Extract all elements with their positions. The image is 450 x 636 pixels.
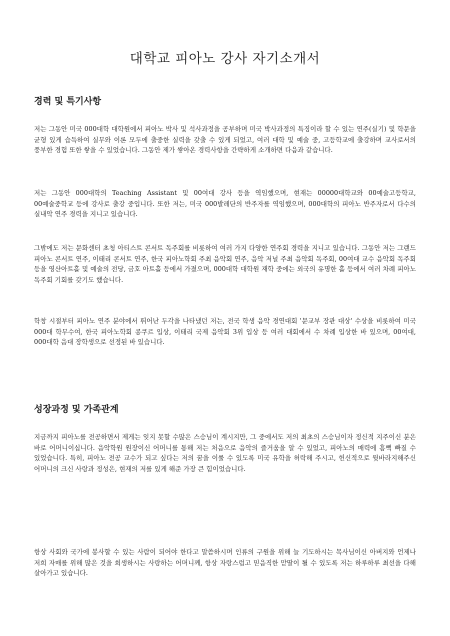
background-paragraph-2: 항상 사회와 국가에 봉사할 수 있는 사람이 되어야 한다고 말씀하시며 인류의 구원을 위해 늘 기도하시는 목사님이신 아버지와 언제나 저희 자매를 위해 많은 것을 희생하시는 사랑하는 어머니께, 항상 자랑스럽고 믿음직한 맏딸이 될 수 있도록 저는 하루하루 최선을 다해 살아가고 있습니다. (34, 548, 416, 578)
career-paragraph-3: 그밖에도 저는 문화센터 초청 아티스트 콘서트 독주회를 비롯하여 여러 가지 다양한 연주회 경력을 지니고 있습니다. 그동안 저는 그랜드 피아노 콘서트 연주, 이태리 콘서트 연주, 한국 피아노학회 주최 음악회 연주, 음악 저널 주최 음악회 독주회, 00여대 교수 음악회 독주회 등을 영산아트홀 및 예술의 전당, 금호 아트홀 등에서 가졌으며, 000대학 대학원 재학 중에는 외국의 유명한 홀 등에서 여러 차례 피아노 독주회 기회를 갖기도 했습니다. (34, 244, 416, 284)
section-heading-career: 경력 및 특기사항 (34, 97, 102, 107)
career-paragraph-1: 저는 그동안 미국 000대학 대학원에서 피아노 박사 및 석사과정을 공부하며 미국 박사과정의 특징이라 할 수 있는 연주(실기) 및 학문을 균형 있게 습득하여 실무와 이론 모두에 출중한 실력을 갖출 수 있게 되었고, 여러 대학 및 예술 중, 고등학교에 출강하며 교사로서의 풍부한 경험 또한 쌓을 수 있었습니다. 그동안 제가 쌓아온 경력사항을 간략하게 소개하면 다음과 같습니다. (34, 125, 416, 155)
career-paragraph-2: 저는 그동안 000대학의 Teaching Assistant 및 00여대 강사 등을 역임했으며, 현재는 00000대학교와 00예술고등학교, 00예술중학교 등에 강사로 출강 중입니다. 또한 저는, 미국 000발레단의 반주자를 역임했으며, 000대학의 피아노 반주자로서 다수의 실내악 연주 경력을 지니고 있습니다. (34, 189, 416, 219)
career-paragraph-4: 학창 시절부터 피아노 연주 분야에서 뛰어난 두각을 나타냈던 저는, 전국 학생 음악 경연대회 '문교부 장관 대상' 수상을 비롯하여 미국 000대 학무수여, 한국 피아노학회 콩쿠르 입상, 이태리 국제 음악회 3위 입상 등 여러 대회에서 수 차례 입상한 바 있으며, 00여대, 000대학 음대 장학생으로 선정된 바 있습니다. (34, 317, 416, 347)
section-career (34, 96, 101, 108)
document-title: 대학교 피아노 강사 자기소개서 (129, 51, 321, 67)
section-background (34, 404, 119, 416)
background-paragraph-1: 지금까지 피아노를 전공하면서 제게는 잊지 못할 수많은 스승님이 계시지만, 그 중에서도 저의 최초의 스승님이자 정신적 지주이신 분은 바로 어머니이십니다. 음악학원 원장이신 어머니를 통해 저는 처음으로 음악의 즐거움을 알 수 있었고, 피아노의 매력에 흠뻑 빠질 수 있었습니다. 특히, 피아노 전공 교수가 되고 싶다는 저의 꿈을 이룰 수 있도록 미국 유학을 허락해 주시고, 헌신적으로 뒷바라지해주신 어머니의 크신 사랑과 정성은, 현재의 저를 있게 해준 가장 큰 힘이었습니다. (34, 433, 416, 473)
section-heading-background: 성장과정 및 가족관계 (34, 405, 119, 415)
